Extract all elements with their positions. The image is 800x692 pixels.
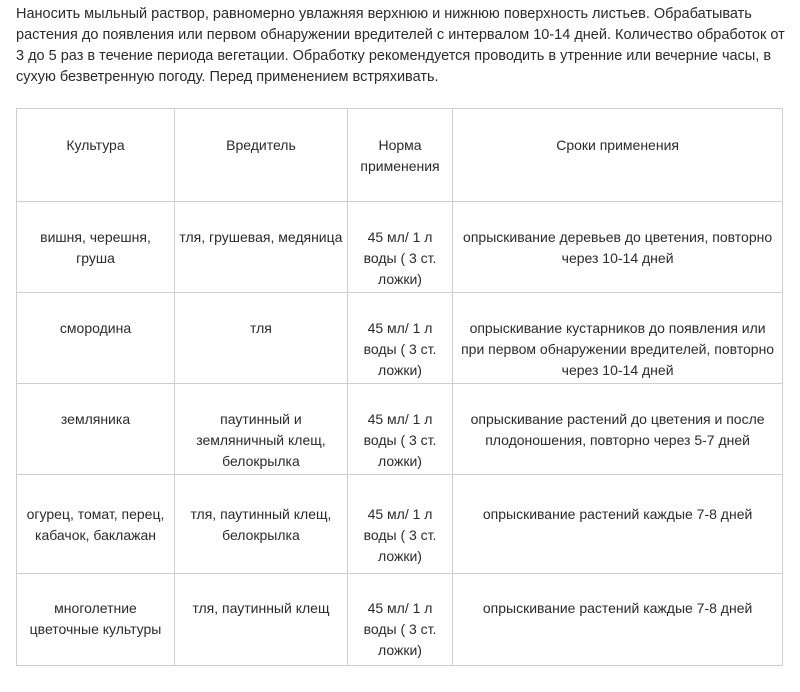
cell-pest: паутинный и земляничный клещ, белокрылка xyxy=(175,384,348,475)
header-pest: Вредитель xyxy=(175,109,348,202)
cell-timing: опрыскивание растений до цветения и после плодоношения, повторно через 5-7 дней xyxy=(453,384,783,475)
table-row xyxy=(17,202,783,293)
cell-rate: 45 мл/ 1 л воды ( 3 ст. ложки) xyxy=(347,475,452,574)
cell-pest: тля xyxy=(175,293,348,384)
cell-timing: опрыскивание кустарников до появления или при первом обнаружении вредителей, повторно через 10-14 дней xyxy=(453,293,783,384)
table-header-row xyxy=(17,109,783,202)
cell-timing: опрыскивание деревьев до цветения, повторно через 10-14 дней xyxy=(453,202,783,293)
cell-rate: 45 мл/ 1 л воды ( 3 ст. ложки) xyxy=(347,202,452,293)
header-rate: Норма применения xyxy=(347,109,452,202)
application-table xyxy=(16,108,783,666)
cell-timing: опрыскивание растений каждые 7-8 дней xyxy=(453,574,783,666)
cell-rate: 45 мл/ 1 л воды ( 3 ст. ложки) xyxy=(347,384,452,475)
cell-pest: тля, грушевая, медяница xyxy=(175,202,348,293)
table-row xyxy=(17,384,783,475)
header-timing: Сроки применения xyxy=(453,109,783,202)
cell-culture: земляника xyxy=(17,384,175,475)
table-row xyxy=(17,475,783,574)
table-row xyxy=(17,574,783,666)
cell-culture: смородина xyxy=(17,293,175,384)
cell-pest: тля, паутинный клещ xyxy=(175,574,348,666)
cell-culture: вишня, черешня, груша xyxy=(17,202,175,293)
cell-culture: многолетние цветочные культуры xyxy=(17,574,175,666)
cell-timing: опрыскивание растений каждые 7-8 дней xyxy=(453,475,783,574)
cell-rate: 45 мл/ 1 л воды ( 3 ст. ложки) xyxy=(347,293,452,384)
cell-pest: тля, паутинный клещ, белокрылка xyxy=(175,475,348,574)
table-row xyxy=(17,293,783,384)
intro-paragraph: Наносить мыльный раствор, равномерно увлажняя верхнюю и нижнюю поверхность листьев. Обрабатывать растения до появления или первом обнаружении вредителей с интервалом 10-14 дней. Количество обработок от 3 до 5 раз в течение периода вегетации. Обработку рекомендуется проводить в утренние или вечерние часы, в сухую безветренную погоду. Перед применением встряхивать. xyxy=(16,6,785,85)
cell-culture: огурец, томат, перец, кабачок, баклажан xyxy=(17,475,175,574)
cell-rate: 45 мл/ 1 л воды ( 3 ст. ложки) xyxy=(347,574,452,666)
header-culture: Культура xyxy=(17,109,175,202)
